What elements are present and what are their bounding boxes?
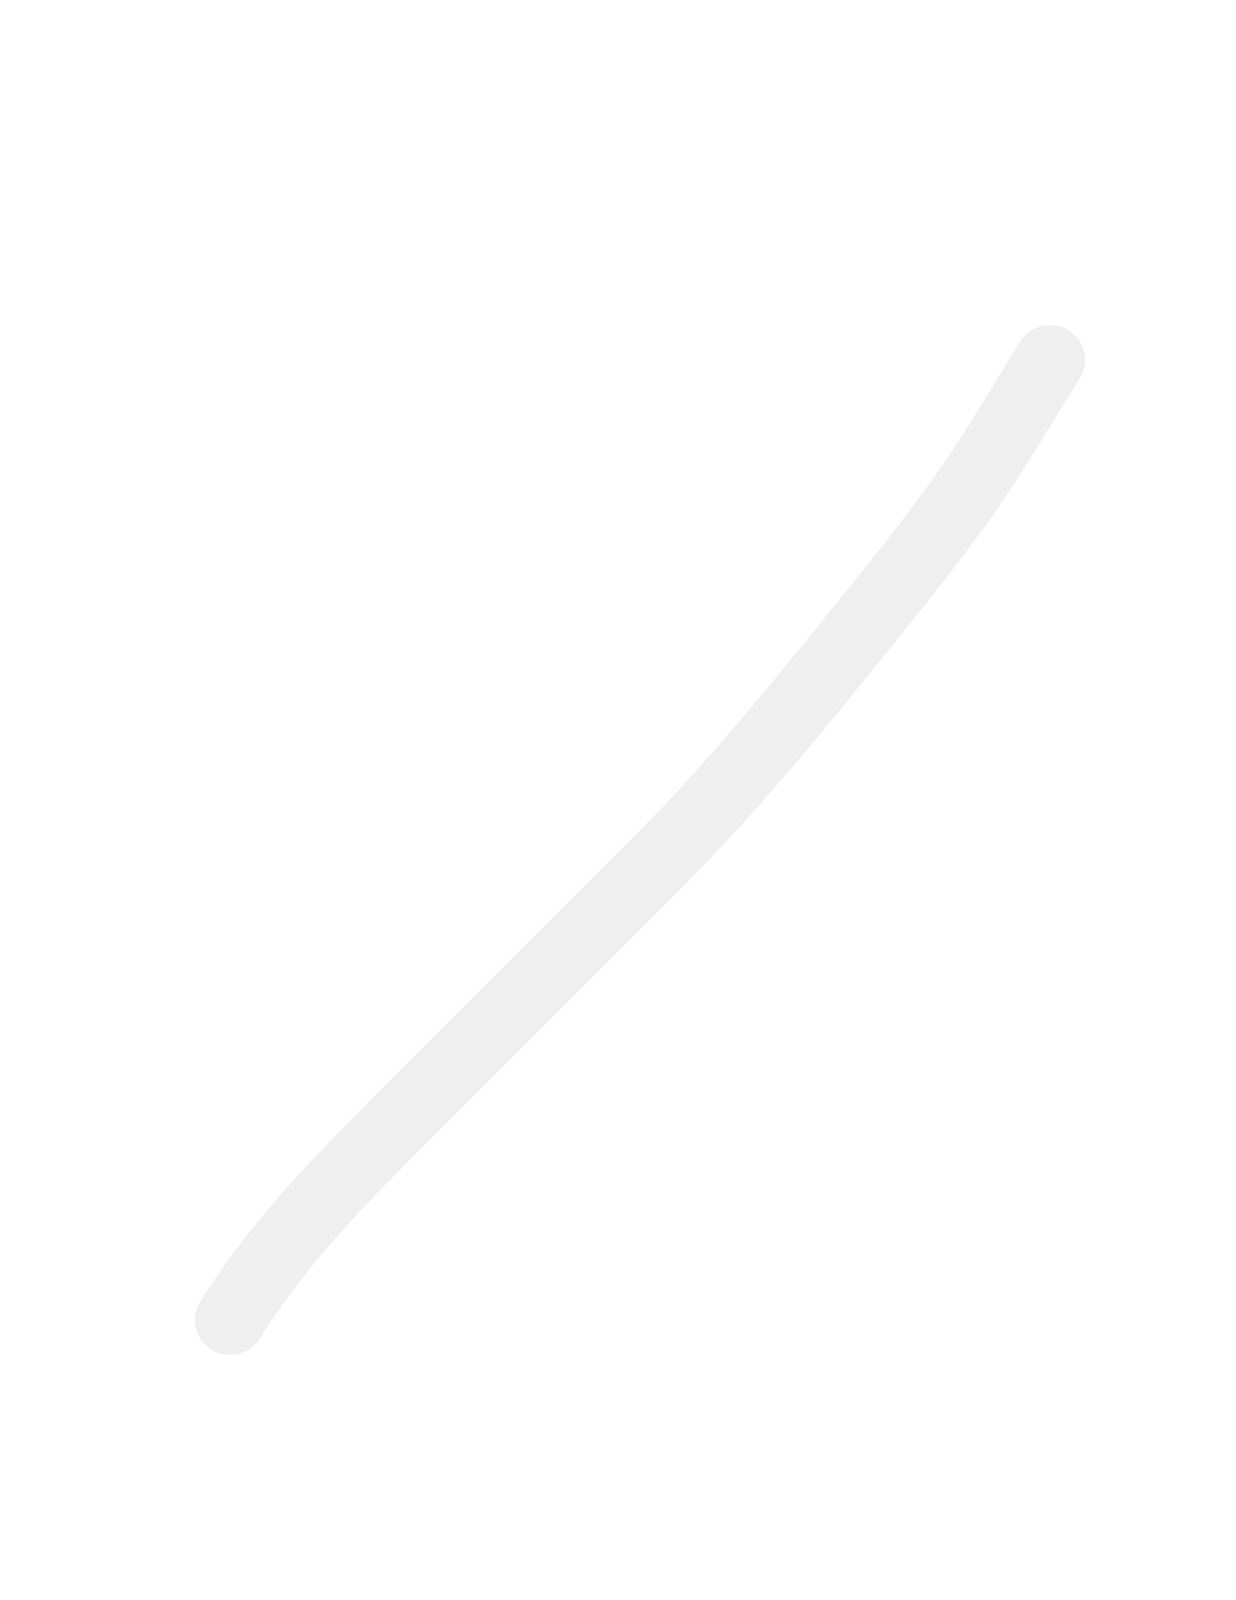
paragraph-2: [148, 251, 1078, 325]
paragraph-5: [148, 584, 1078, 621]
paragraph-6: [148, 658, 1078, 732]
paragraph-4: [148, 473, 1078, 547]
body-text: [148, 140, 1078, 880]
paragraph-1: [148, 140, 1078, 214]
paragraph-7: [148, 769, 1078, 843]
paragraph-3: [148, 362, 1078, 436]
